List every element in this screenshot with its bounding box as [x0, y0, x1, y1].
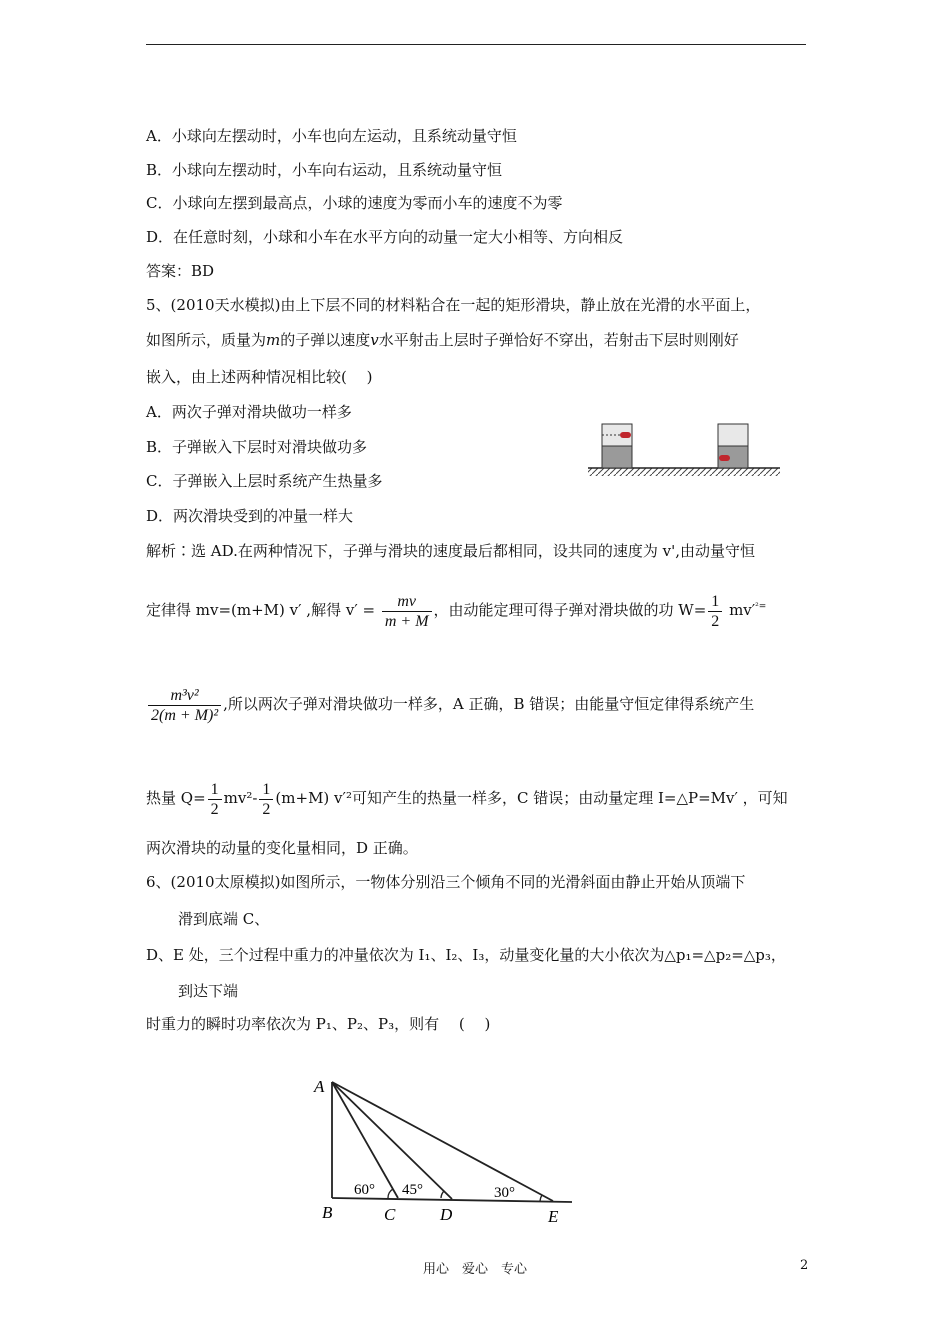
q4-option-c: C．小球向左摆到最高点，小球的速度为零而小车的速度不为零 — [146, 194, 563, 212]
label-d: D — [440, 1205, 453, 1224]
angle-arc-c — [388, 1189, 393, 1198]
ground-hatch — [588, 468, 780, 476]
q5-option-b: B．子弹嵌入下层时对滑块做功多 — [146, 438, 368, 456]
q5-option-c: C．子弹嵌入上层时系统产生热量多 — [146, 472, 383, 490]
q5-stem-line1: 5、(2010天水模拟)由上下层不同的材料粘合在一起的矩形滑块，静止放在光滑的水平面上， — [146, 296, 761, 314]
fraction-work-result: $\frac{\text{m³v²}}{\text{2(m + M)²}}$ — [148, 686, 221, 725]
q4-option-d: D．在任意时刻，小球和小车在水平方向的动量一定大小相等、方向相反 — [146, 228, 624, 246]
page-number: 2 — [800, 1258, 809, 1273]
q5-analysis-line4: 热量 Q= $\frac{1}{2}$ mv²- $\frac{1}{2}$ (m+M) v′²可知产生的热量一样多，C 错误；由动量定理 I=△P=Mv′ ，可知 — [146, 780, 788, 818]
q5-stem-line2: 如图所示，质量为m的子弹以速度v水平射击上层时子弹恰好不穿出，若射击下层时则刚好 — [146, 331, 739, 349]
q6-stem-line3: D、E 处，三个过程中重力的冲量依次为 I₁、I₂、I₃，动量变化量的大小依次为△p₁=△p₂=△p₃， — [146, 946, 786, 964]
q5-block-figure — [586, 420, 782, 482]
fraction-one-half: $\frac{1}{2}$ — [708, 592, 722, 631]
angle-label-e: 30° — [494, 1185, 515, 1201]
q5-analysis-line1: 解析∶选 AD.在两种情况下，子弹与滑块的速度最后都相同，设共同的速度为 v',由动量守恒 — [146, 542, 755, 560]
incline-ad — [332, 1082, 452, 1199]
q5-analysis-line3: $\frac{\text{m³v²}}{\text{2(m + M)²}}$ ,所以两次子弹对滑块做功一样多，A 正确，B 错误；由能量守恒定律得系统产生 — [146, 682, 754, 726]
label-b: B — [322, 1203, 333, 1222]
q5-analysis-line2: 定律得 mv=(m+M) v′ ,解得 v′ = $\frac{mv}{m + M}$ ，由动能定理可得子弹对滑块做的功 W= $\frac{1}{2}$ $mv'^{^2=}$ — [146, 592, 767, 630]
block-2-upper — [718, 424, 748, 446]
fraction-mv-over-m-plus-M: $\frac{mv}{m + M}$ — [382, 592, 432, 631]
q4-option-b: B．小球向左摆动时，小车向右运动，且系统动量守恒 — [146, 161, 503, 179]
bullet-1 — [620, 432, 631, 438]
angle-arc-e — [540, 1195, 542, 1201]
label-c: C — [384, 1205, 396, 1224]
q4-option-a: A．小球向左摆动时，小车也向左运动，且系统动量守恒 — [146, 127, 517, 145]
q5-stem-line3: 嵌入，由上述两种情况相比较( ) — [146, 368, 373, 386]
block-1-lower — [602, 446, 632, 468]
q5-option-a: A．两次子弹对滑块做功一样多 — [146, 403, 352, 421]
q6-stem-line4: 到达下端 — [178, 982, 239, 1000]
q6-stem-line5: 时重力的瞬时功率依次为 P₁、P₂、P₃，则有 ( ) — [146, 1015, 491, 1033]
angle-arc-d — [441, 1191, 444, 1198]
label-a: A — [314, 1077, 325, 1096]
label-e: E — [548, 1207, 559, 1226]
q5-analysis-line5: 两次滑块的动量的变化量相同，D 正确。 — [146, 839, 418, 857]
fraction-one-half-2: $\frac{1}{2}$ — [208, 780, 222, 819]
bullet-2 — [719, 455, 730, 461]
angle-label-c: 60° — [354, 1182, 375, 1198]
fraction-one-half-3: $\frac{1}{2}$ — [259, 780, 273, 819]
header-rule — [146, 44, 806, 45]
footer-motto: 用心 爱心 专心 — [422, 1262, 527, 1277]
q6-incline-figure — [310, 1070, 590, 1230]
q6-stem-line1: 6、(2010太原模拟)如图所示，一物体分别沿三个倾角不同的光滑斜面由静止开始从顶端下 — [146, 873, 746, 891]
q4-answer: 答案：BD — [146, 262, 215, 280]
angle-label-d: 45° — [402, 1182, 423, 1198]
q6-stem-line2: 滑到底端 C、 — [178, 910, 270, 928]
q5-option-d: D．两次滑块受到的冲量一样大 — [146, 507, 354, 525]
